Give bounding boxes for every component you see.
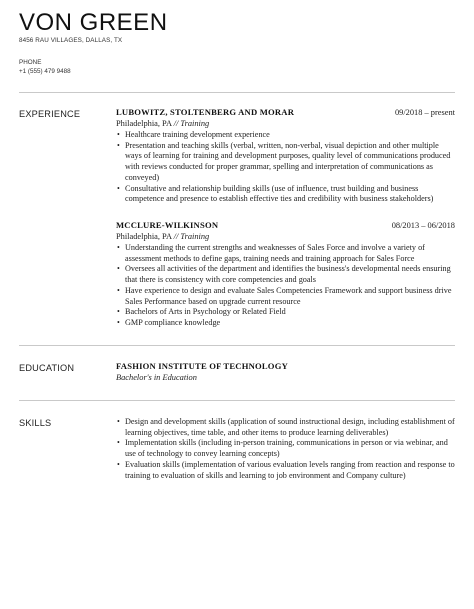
job-dates: 08/2013 – 06/2018 <box>391 221 455 230</box>
list-item: • Oversees all activities of the department and identifies the business's developmental needs ensuring that there is consistency with core competencies and goals <box>125 264 455 285</box>
job-location-role <box>116 119 455 128</box>
list-item: • Design and development skills (application of sound instructional design, including establishment of learning objectives, time table, and other items to produce learning deliverables) <box>125 417 455 438</box>
job-entry <box>116 220 455 329</box>
job-dates: 09/2018 – present <box>394 108 455 117</box>
section-title-skills: SKILLS <box>19 418 52 428</box>
job-role: Training <box>180 119 210 128</box>
degree: Bachelor's in Education <box>116 373 197 382</box>
job-location-role <box>116 232 455 241</box>
list-item: • Implementation skills (including in-person training, communications in person or via webinar, and use of technology to convey learning concepts) <box>125 438 455 459</box>
phone-number: +1 (555) 479 9488 <box>19 68 71 75</box>
job-separator: // <box>173 119 179 128</box>
list-item: • Bachelors of Arts in Psychology or Related Field <box>125 307 455 318</box>
skills-list <box>116 417 455 481</box>
degree-line <box>116 373 455 382</box>
education-entry <box>116 361 455 382</box>
list-item: • GMP compliance knowledge <box>125 318 455 329</box>
job-role: Training <box>180 232 210 241</box>
candidate-name: VON GREEN <box>19 9 168 36</box>
list-item: • Have experience to design and evaluate Sales Competencies Framework and support business drive Sales Performance based on upgrade current resource <box>125 286 455 307</box>
phone-label: PHONE <box>19 59 42 66</box>
list-item: • Understanding the current strengths and weaknesses of Sales Force and involve a variety of assessment methods to define gaps, training needs and training approach for Sales Force <box>125 243 455 264</box>
job-bullets <box>116 243 455 329</box>
company-name: LUBOWITZ, STOLTENBERG AND MORAR <box>116 107 295 117</box>
job-entry <box>116 107 455 205</box>
section-divider <box>19 400 455 401</box>
section-divider <box>19 345 455 346</box>
section-divider <box>19 92 455 93</box>
section-title-experience: EXPERIENCE <box>19 109 81 119</box>
school-name: FASHION INSTITUTE OF TECHNOLOGY <box>116 361 288 371</box>
list-item: • Healthcare training development experience <box>125 130 455 141</box>
job-location: Philadelphia, PA <box>116 119 172 128</box>
list-item: • Evaluation skills (implementation of various evaluation levels ranging from reaction and response to training to evaluation of skills and learning to job environment and Company culture) <box>125 460 455 481</box>
job-location: Philadelphia, PA <box>116 232 172 241</box>
section-title-education: EDUCATION <box>19 363 75 373</box>
address: 8456 RAU VILLAGES, DALLAS, TX <box>19 37 123 44</box>
job-separator: // <box>173 232 179 241</box>
list-item: • Consultative and relationship building skills (use of influence, trust building and business competence and presence to establish effective ties and credibility with business stakeholders) <box>125 184 455 205</box>
list-item: • Presentation and teaching skills (verbal, written, non-verbal, visual depiction and other multiple ways of learning for training and development purposes, quality level of communications produced with reviews conducted for proper grammar, spelling and interpretation of communications as conveyed) <box>125 141 455 184</box>
skills-entry <box>116 417 455 481</box>
job-bullets <box>116 130 455 205</box>
company-name: MCCLURE-WILKINSON <box>116 220 219 230</box>
